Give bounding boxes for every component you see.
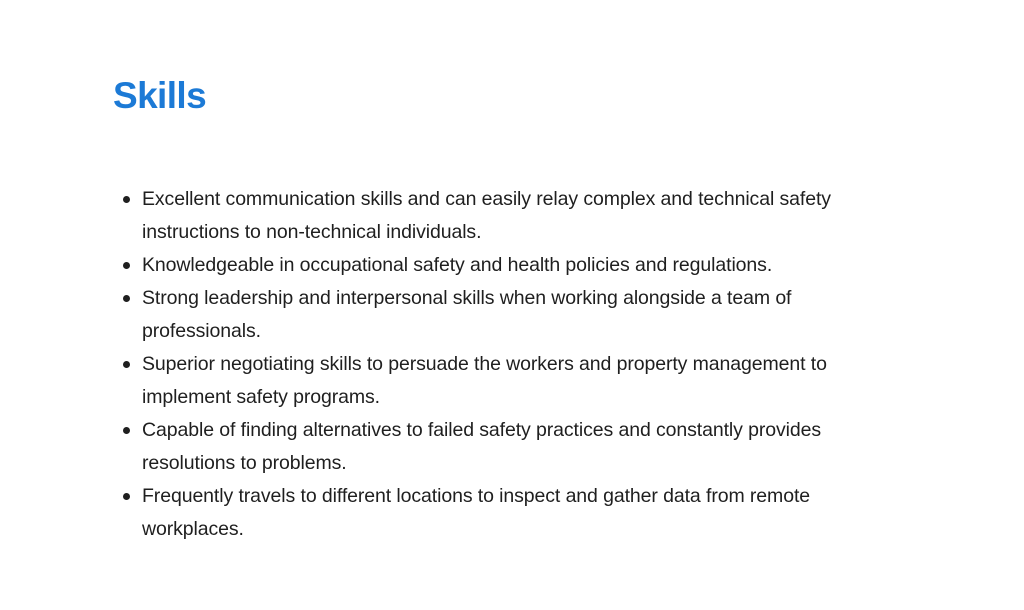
skill-item	[113, 480, 853, 546]
section-title: Skills	[113, 75, 207, 116]
skill-text: Superior negotiating skills to persuade the workers and property management to implement safety programs.	[142, 353, 827, 408]
skill-text: Capable of finding alternatives to failed safety practices and constantly provides resolutions to problems.	[142, 419, 822, 474]
skill-item	[113, 282, 853, 348]
skill-text: Frequently travels to different locations to inspect and gather data from remote workplaces.	[142, 485, 811, 540]
bullet-icon	[123, 262, 130, 269]
skill-text: Strong leadership and interpersonal skills when working alongside a team of professionals.	[142, 287, 792, 342]
bullet-icon	[123, 295, 130, 302]
skill-text: Knowledgeable in occupational safety and health policies and regulations.	[142, 254, 773, 276]
bullet-icon	[123, 361, 130, 368]
skill-item	[113, 183, 853, 249]
skill-item	[113, 249, 853, 282]
bullet-icon	[123, 196, 130, 203]
skill-item	[113, 414, 853, 480]
bullet-icon	[123, 427, 130, 434]
skill-item	[113, 348, 853, 414]
skill-text: Excellent communication skills and can easily relay complex and technical safety instructions to non-technical individuals.	[142, 188, 831, 243]
bullet-icon	[123, 493, 130, 500]
skills-list	[113, 183, 853, 546]
